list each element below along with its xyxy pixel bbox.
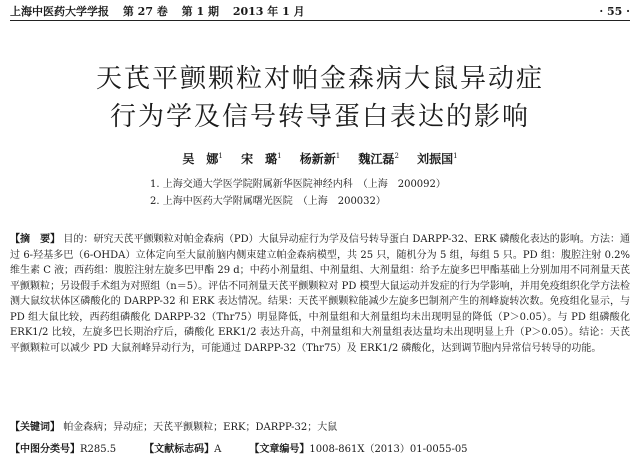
keywords xyxy=(10,418,630,433)
header-rule xyxy=(10,20,630,21)
author-list xyxy=(0,150,640,167)
abstract-text: 目的：研究天芪平颤颗粒对帕金森病（PD）大鼠异动症行为学及信号转导蛋白 DARPP-32、ERK 磷酸化表达的影响。方法：通过 6-羟基多巴（6-OHDA）立体定向至大鼠前脑内侧束建立帕金森病模型，共 25 只，随机分为 5 组，每组 5 只。PD 组：腹腔注射 0.2% 维生素 C 液；西药组：腹腔注射左旋多巴甲酯 29 d；中药小剂量组、中剂量组、大剂量组：给予左旋多巴甲酯基础上分别加用不同剂量天芪平颤颗粒；另设假手术组为对照组（n＝5）。评估不同剂量天芪平颤颗粒对 PD 模型大鼠运动并发症的行为学影响，并用免疫组织化学方法检测大鼠纹状体区磷酸化的 DARPP-32 和 ERK 表达情况。结果：天芪平颤颗粒能减少左旋多巴制剂产生的剂峰旋转次数。免疫组化显示，与 PD 组大鼠比较，西药组磷酸化 DARPP-32（Thr75）明显降低，中剂量组和大剂量组均未出现明显的降低（P＞0.05）。与 PD 组磷酸化 ERK1/2 比较，左旋多巴长期治疗后，磷酸化 ERK1/2 表达升高，中剂量组和大剂量组表达量均未出现明显上升（P＞0.05）。结论：天芪平颤颗粒可以减少 PD 大鼠剂峰异动行为，可能通过 DARPP-32（Thr75）及 ERK1/2 磷酸化，达到调节胞内异常信号转导的功能。 xyxy=(10,234,631,354)
affiliation: 2. 上海中医药大学附属曙光医院 （上海 200032） xyxy=(150,196,386,207)
classification-info xyxy=(10,440,630,455)
issue: 第 1 期 xyxy=(181,5,219,18)
volume: 第 27 卷 xyxy=(122,5,168,18)
document-code: 【文献标志码】A xyxy=(144,444,222,455)
abstract xyxy=(10,232,630,356)
title-line-1: 天芪平颤颗粒对帕金森病大鼠异动症 xyxy=(95,64,544,94)
keywords-text: 帕金森病；异动症；天芪平颤颗粒；ERK；DARPP-32；大鼠 xyxy=(63,422,338,433)
abstract-label: 【摘 要】 xyxy=(10,234,61,245)
author: 吴 娜$^1$ xyxy=(182,152,223,166)
affiliation: 1. 上海交通大学医学院附属新华医院神经内科 （上海 200092） xyxy=(150,179,446,190)
author: 刘振国$^1$ xyxy=(417,152,458,166)
affiliations xyxy=(150,176,600,210)
journal-name: 上海中医药大学学报 xyxy=(10,5,109,18)
author: 宋 璐$^1$ xyxy=(241,152,282,166)
clc-number: 【中图分类号】R285.5 xyxy=(10,444,117,455)
running-header xyxy=(10,2,630,20)
page-number: · 55 · xyxy=(599,4,630,18)
article-title xyxy=(0,60,640,136)
author: 魏江磊$^2$ xyxy=(358,152,399,166)
article-number: 【文章编号】1008-861X（2013）01-0055-05 xyxy=(249,444,468,455)
author: 杨新新$^1$ xyxy=(299,152,341,166)
title-line-2: 行为学及信号转导蛋白表达的影响 xyxy=(109,102,530,132)
keywords-label: 【关键词】 xyxy=(10,422,60,433)
header-left xyxy=(10,3,315,19)
issue-date: 2013 年 1 月 xyxy=(232,5,305,18)
